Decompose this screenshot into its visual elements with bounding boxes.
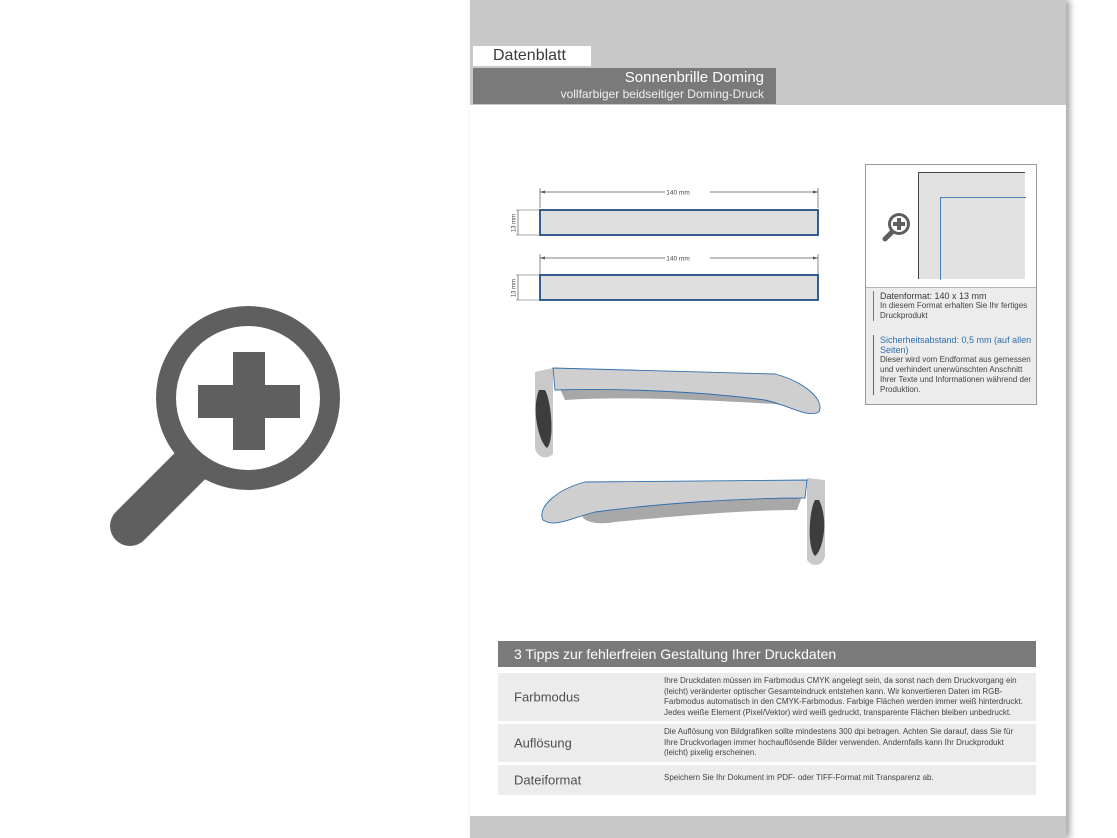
format-text: In diesem Format erhalten Sie Ihr fertiges Druckprodukt <box>880 301 1028 320</box>
product-title-box <box>473 68 776 104</box>
dimension-strip-2 <box>512 254 819 300</box>
tip-text: Ihre Druckdaten müssen im Farbmodus CMYK angelegt sein, da sonst nach dem Druckvorgang ein (leicht) veränderter optischer Gesamteindruck entstehen kann. Wir konvertieren Daten im RGB-Farbmodus automatisch in den CMYK-Farbmodus. Farbige Flächen werden immer weiß hinterdruckt. Jedes weiße Element (Pixel/Vektor) wird weiß gedruckt, transparente Flächen bleiben unbedruckt. <box>664 676 1023 717</box>
product-title: Sonnenbrille Doming <box>624 69 764 86</box>
preview-format-area <box>918 172 1025 279</box>
tips-header: 3 Tipps zur fehlerfreien Gestaltung Ihrer Druckdaten <box>498 641 1036 667</box>
tip-label: Auflösung <box>514 735 572 751</box>
tip-row-aufloesung <box>498 724 1036 762</box>
tip-text: Speichern Sie Ihr Dokument im PDF- oder TIFF-Format mit Transparenz ab. <box>664 772 934 782</box>
sunglasses-temple-2 <box>542 478 825 565</box>
sunglasses-temple-1 <box>535 368 820 457</box>
tips-table <box>498 641 1036 798</box>
product-subtitle: vollfarbiger beidseitiger Doming-Druck <box>560 87 764 101</box>
preview-safety-line <box>940 197 1026 280</box>
format-title: Datenformat: 140 x 13 mm <box>880 291 987 301</box>
dimension-drawings <box>510 180 830 310</box>
tip-text: Die Auflösung von Bildgrafiken sollte mindestens 300 dpi betragen. Achten Sie darauf, dass Sie für Ihre Druckvorlagen immer hochauflösende Bilder verwenden. Andernfalls kann Ihr Druckprodukt (leicht) pixelig erscheinen. <box>664 727 1014 757</box>
zoom-in-icon[interactable] <box>100 288 360 550</box>
format-info <box>873 291 1033 321</box>
tip-label: Farbmodus <box>514 689 580 705</box>
safety-info <box>873 335 1035 395</box>
height-label-1: 13 mm <box>511 213 518 233</box>
tip-row-dateiformat <box>498 765 1036 796</box>
footer-band <box>470 816 1066 838</box>
safety-text: Dieser wird vom Endformat aus gemessen und verhindert unerwünschten Anschnitt Ihrer Texte und Informationen während der Produktion. <box>880 355 1032 394</box>
dimension-strip-1 <box>512 188 819 235</box>
sunglasses-illustration <box>525 360 835 575</box>
datasheet-page <box>470 0 1066 838</box>
tip-label: Dateiformat <box>514 772 582 788</box>
width-label-1: 140 mm <box>666 189 690 197</box>
height-label-2: 13 mm <box>511 278 518 298</box>
format-info-box <box>865 164 1037 405</box>
preview-zoom-icon[interactable] <box>881 211 913 243</box>
safety-title: Sicherheitsabstand: 0,5 mm (auf allen Seiten) <box>880 335 1032 355</box>
width-label-2: 140 mm <box>666 255 690 263</box>
datasheet-tab: Datenblatt <box>473 46 591 66</box>
tip-row-farbmodus <box>498 673 1036 721</box>
format-preview <box>866 165 1036 288</box>
